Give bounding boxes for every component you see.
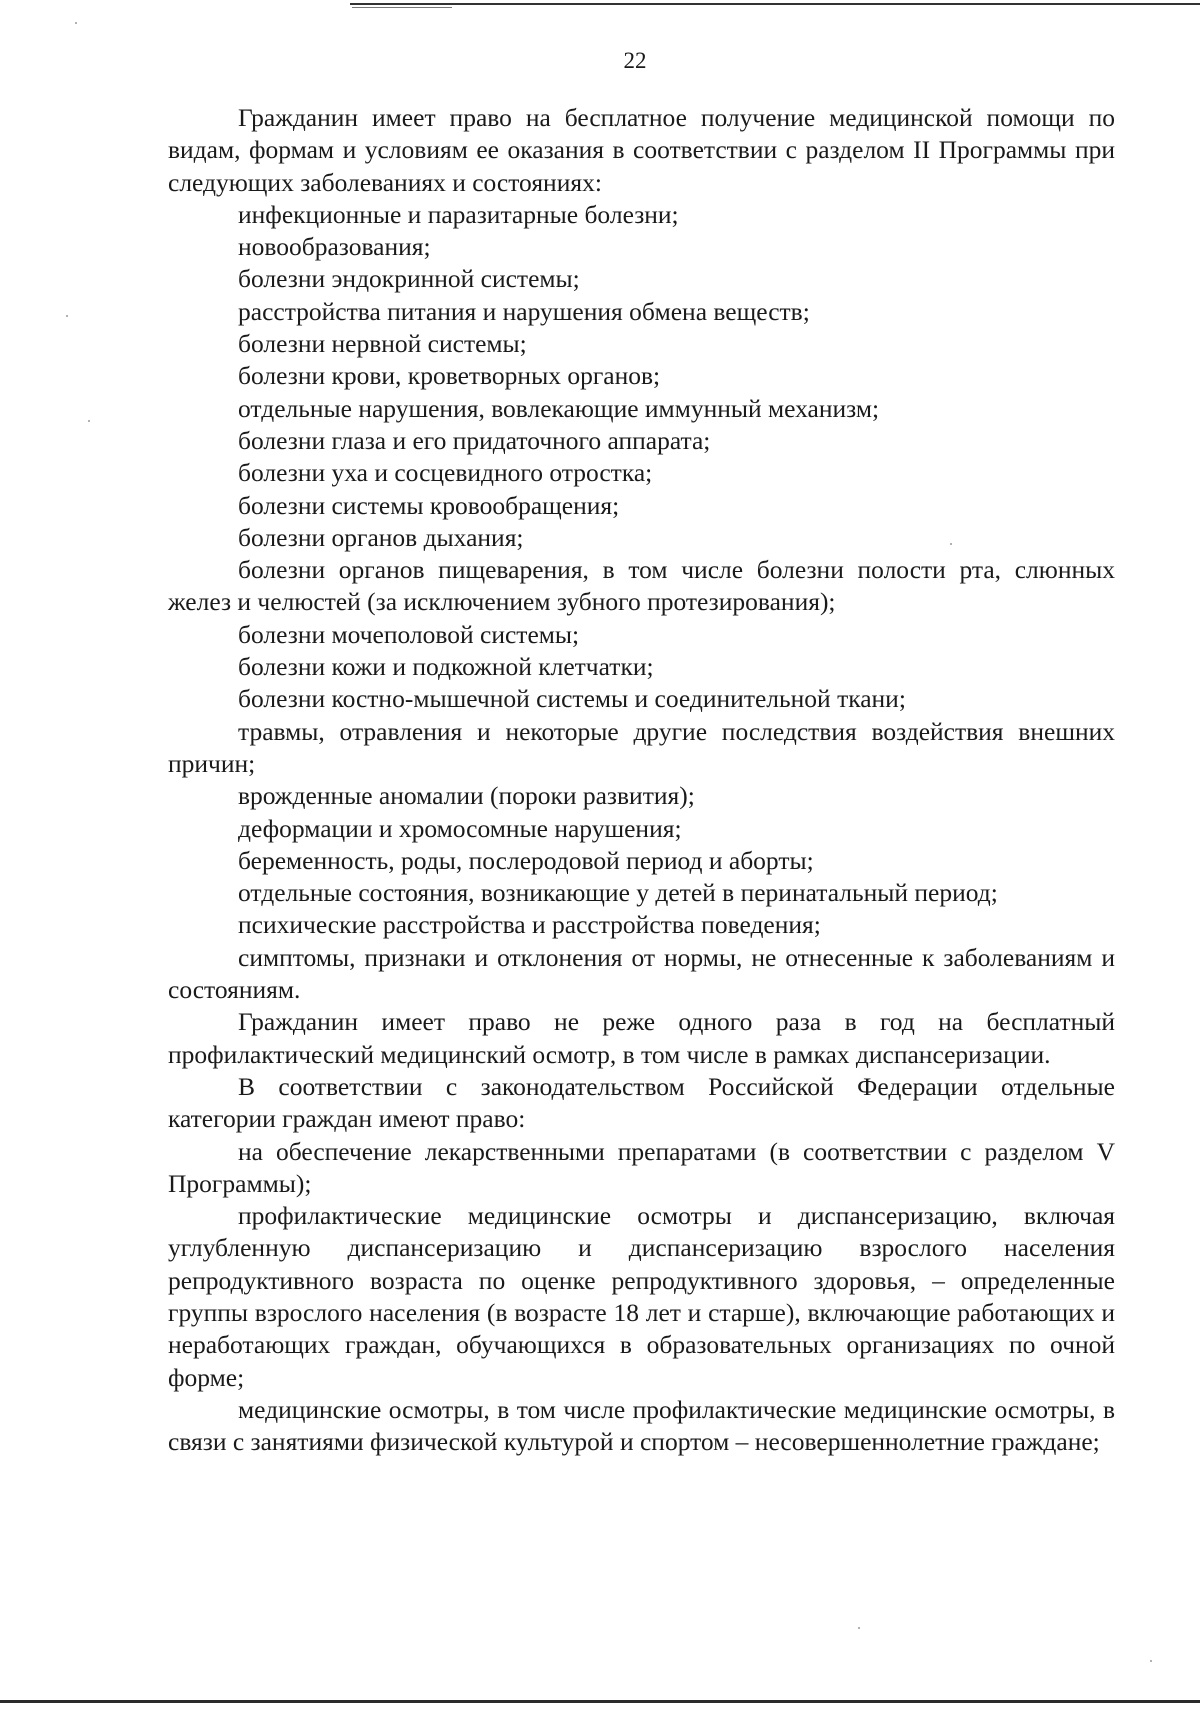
list-item: врожденные аномалии (пороки развития); xyxy=(238,781,695,811)
document-body xyxy=(168,102,1115,1458)
list-item: на обеспечение лекарственными препаратами (в соответствии с разделом V Программы); xyxy=(168,1136,1115,1198)
list-item: болезни эндокринной системы; xyxy=(238,264,580,294)
scan-speck xyxy=(75,22,77,24)
list-item: деформации и хромосомные нарушения; xyxy=(238,813,682,843)
list-item: болезни мочеполовой системы; xyxy=(238,619,580,649)
list-item: профилактические медицинские осмотры и диспансеризацию, включая углубленную диспансеризацию и диспансеризацию взрослого населения репродуктивного возраста по оценке репродуктивного здоровья, – определенные группы взрослого населения (в возрасте 18 лет и старше), включающие работающих и неработающих граждан, обучающихся в образовательных организациях по очной форме; xyxy=(168,1201,1115,1392)
intro-paragraph: Гражданин имеет право на бесплатное получение медицинской помощи по видам, формам и условиям ее оказания в соответствии с разделом II Программы при следующих заболеваниях и состояниях: xyxy=(168,103,1115,197)
categories-list xyxy=(168,1136,1115,1459)
list-item: болезни нервной системы; xyxy=(238,329,527,359)
scan-border-top xyxy=(350,3,1200,5)
list-item: болезни системы кровообращения; xyxy=(238,490,620,520)
list-item: беременность, роды, послеродовой период и аборты; xyxy=(238,845,814,875)
list-item: болезни крови, кроветворных органов; xyxy=(238,361,661,391)
list-item: болезни глаза и его придаточного аппарата; xyxy=(238,425,711,455)
scan-speck xyxy=(950,543,952,545)
page-number: 22 xyxy=(623,48,647,73)
disease-list xyxy=(168,199,1115,1006)
scan-speck xyxy=(88,420,90,422)
list-item: болезни кожи и подкожной клетчатки; xyxy=(238,652,654,682)
scan-border-top-secondary xyxy=(352,7,452,8)
list-item: расстройства питания и нарушения обмена веществ; xyxy=(238,296,810,326)
list-item: новообразования; xyxy=(238,232,431,262)
categories-intro-paragraph: В соответствии с законодательством Российской Федерации отдельные категории граждан имеют право: xyxy=(168,1071,1115,1134)
scan-border-bottom xyxy=(0,1700,1200,1703)
list-item: медицинские осмотры, в том числе профилактические медицинские осмотры, в связи с занятиями физической культурой и спортом – несовершеннолетние граждане; xyxy=(168,1394,1115,1457)
scan-speck xyxy=(66,315,68,317)
list-item: психические расстройства и расстройства поведения; xyxy=(238,910,821,940)
list-item: отдельные состояния, возникающие у детей в перинатальный период; xyxy=(238,878,998,908)
list-item: травмы, отравления и некоторые другие последствия воздействия внешних причин; xyxy=(168,716,1115,778)
list-item: болезни уха и сосцевидного отростка; xyxy=(238,458,653,488)
checkup-paragraph: Гражданин имеет право не реже одного раза в год на бесплатный профилактический медицинский осмотр, в том числе в рамках диспансеризации. xyxy=(168,1007,1115,1069)
list-item: болезни костно-мышечной системы и соединительной ткани; xyxy=(238,684,906,714)
list-item: болезни органов дыхания; xyxy=(238,522,524,552)
list-item: болезни органов пищеварения, в том числе болезни полости рта, слюнных желез и челюстей (за исключением зубного протезирования); xyxy=(168,555,1115,617)
scan-speck xyxy=(858,1627,860,1629)
scan-speck xyxy=(1150,1660,1152,1662)
list-item: инфекционные и паразитарные болезни; xyxy=(238,199,679,229)
list-item: отдельные нарушения, вовлекающие иммунный механизм; xyxy=(238,393,880,423)
list-item: симптомы, признаки и отклонения от нормы, не отнесенные к заболеваниям и состояниям. xyxy=(168,942,1115,1005)
